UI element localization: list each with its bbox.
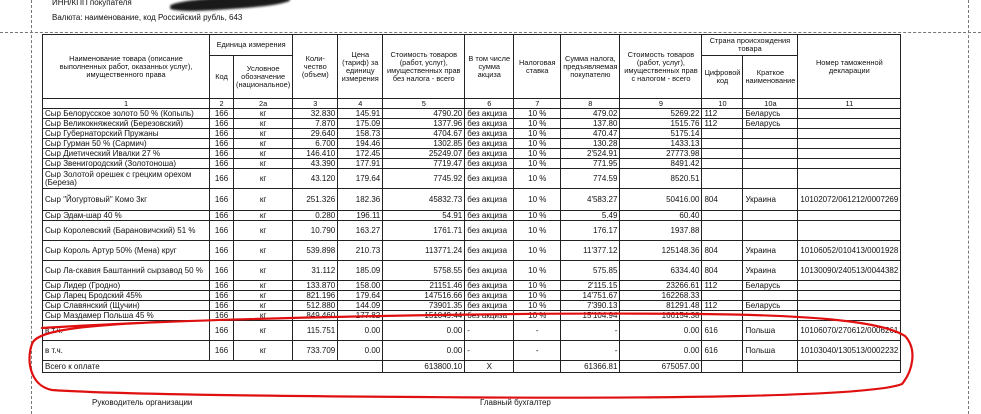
cell-name: Сыр Лидер (Гродно) — [43, 281, 210, 291]
cell-excise: без акциза — [465, 189, 514, 211]
cell-price: 185.09 — [338, 261, 383, 281]
cell-tax: 130.28 — [561, 139, 620, 149]
page-margin-top — [0, 32, 981, 33]
cell-tax: 14'751.67 — [561, 291, 620, 301]
col-header-country-name: Краткое наименование — [743, 56, 798, 99]
cell-total: 125148.36 — [620, 241, 702, 261]
cell-cost: 7745.92 — [383, 169, 465, 189]
cell-ccode — [702, 311, 743, 321]
cell-ccode: 804 — [702, 189, 743, 211]
cell-customs — [798, 109, 901, 119]
cell-qty: 733.709 — [293, 341, 338, 361]
footer-director: Руководитель организации — [92, 398, 193, 407]
cell-tax: - — [561, 341, 620, 361]
table-row — [43, 129, 901, 139]
cell-name: Сыр Король Артур 50% (Мена) круг — [43, 241, 210, 261]
cell-ccode: 616 — [702, 341, 743, 361]
cell-total: 166154.38 — [620, 311, 702, 321]
totals-row — [43, 361, 901, 373]
cell-total: 60.40 — [620, 211, 702, 221]
cell-ccode: 112 — [702, 281, 743, 291]
cell-total: 1433.13 — [620, 139, 702, 149]
cell-code: 166 — [210, 119, 234, 129]
cell-total: 8520.51 — [620, 169, 702, 189]
cell-cost: 1761.71 — [383, 221, 465, 241]
cell-customs — [798, 139, 901, 149]
cell-unit: кг — [234, 341, 293, 361]
table-row — [43, 169, 901, 189]
col-header-customs: Номер таможенной декларации — [798, 35, 901, 99]
cell-qty: 6.700 — [293, 139, 338, 149]
table-row — [43, 261, 901, 281]
cell-customs — [798, 159, 901, 169]
cell-code: 166 — [210, 169, 234, 189]
cell-price: 0.00 — [338, 321, 383, 341]
table-row — [43, 241, 901, 261]
cell-total: 8491.42 — [620, 159, 702, 169]
cell-cname — [743, 291, 798, 301]
cell-cost: 73901.35 — [383, 301, 465, 311]
cell-customs — [798, 169, 901, 189]
cell-qty: 0.280 — [293, 211, 338, 221]
cell-excise: без акциза — [465, 261, 514, 281]
cell-code: 166 — [210, 139, 234, 149]
column-number-row — [43, 99, 901, 109]
page-margin-right — [968, 0, 969, 414]
cell-name: Сыр Великокняжеский (Березовский) — [43, 119, 210, 129]
cell-cname: Беларусь — [743, 109, 798, 119]
col-header-price: Цена (тариф) за единицу измерения — [338, 35, 383, 99]
cell-qty: 29.640 — [293, 129, 338, 139]
cell-cname: Беларусь — [743, 301, 798, 311]
cell-qty: 133.870 — [293, 281, 338, 291]
cell-cname: Польша — [743, 341, 798, 361]
table-row — [43, 341, 901, 361]
cell-excise: без акциза — [465, 129, 514, 139]
cell-excise: без акциза — [465, 281, 514, 291]
cell-qty: 10.790 — [293, 221, 338, 241]
cell-qty: 821.196 — [293, 291, 338, 301]
cell-tax: 137.80 — [561, 119, 620, 129]
col-header-country: Страна происхождения товара — [702, 35, 798, 56]
cell-cname — [743, 221, 798, 241]
cell-price: 196.11 — [338, 211, 383, 221]
cell-excise: без акциза — [465, 109, 514, 119]
cell-qty: 31.112 — [293, 261, 338, 281]
cell-excise: без акциза — [465, 311, 514, 321]
table-row — [43, 291, 901, 301]
cell-unit: кг — [234, 169, 293, 189]
cell-price: 163.27 — [338, 221, 383, 241]
cell-cost: 45832.73 — [383, 189, 465, 211]
cell-cname: Украина — [743, 189, 798, 211]
cell-rate: 10 % — [514, 189, 561, 211]
cell-customs: 10106052/010413/0001928 — [798, 241, 901, 261]
cell-rate: 10 % — [514, 139, 561, 149]
table-row — [43, 139, 901, 149]
cell-name: Сыр Звенигородский (Золотоноша) — [43, 159, 210, 169]
cell-unit: кг — [234, 321, 293, 341]
cell-unit: кг — [234, 149, 293, 159]
cell-total: 81291.48 — [620, 301, 702, 311]
cell-tax: 479.02 — [561, 109, 620, 119]
cell-customs: 10102072/061212/0007269 — [798, 189, 901, 211]
cell-total: 50416.00 — [620, 189, 702, 211]
cell-rate: 10 % — [514, 159, 561, 169]
cell-code: 166 — [210, 211, 234, 221]
cell-rate: 10 % — [514, 119, 561, 129]
column-number: 10 — [702, 99, 743, 109]
cell-cname — [743, 159, 798, 169]
cell-cost: 113771.24 — [383, 241, 465, 261]
cell-cost: 4704.67 — [383, 129, 465, 139]
cell-total: 23266.61 — [620, 281, 702, 291]
cell-cost: 1377.96 — [383, 119, 465, 129]
cell-cname — [743, 149, 798, 159]
cell-cost: 0.00 — [383, 321, 465, 341]
table-row — [43, 189, 901, 211]
currency-line: Валюта: наименование, код Российский рубль, 643 — [52, 13, 243, 22]
cell-total: 27773.98 — [620, 149, 702, 159]
column-number: 8 — [561, 99, 620, 109]
cell-code: 166 — [210, 281, 234, 291]
cell-unit: кг — [234, 301, 293, 311]
col-header-rate: Налоговая ставка — [514, 35, 561, 99]
cell-rate: 10 % — [514, 281, 561, 291]
table-row — [43, 159, 901, 169]
cell-tax: 470.47 — [561, 129, 620, 139]
cell-cname: Беларусь — [743, 281, 798, 291]
cell-excise: без акциза — [465, 149, 514, 159]
column-number: 2а — [234, 99, 293, 109]
table-row — [43, 149, 901, 159]
cell-name: Сыр Маздамер Польша 45 % — [43, 311, 210, 321]
column-number: 5 — [383, 99, 465, 109]
cell-price: 182.36 — [338, 189, 383, 211]
cell-price: 144.09 — [338, 301, 383, 311]
cell-cost: 147516.66 — [383, 291, 465, 301]
table-row — [43, 119, 901, 129]
column-number: 9 — [620, 99, 702, 109]
cell-code: 166 — [210, 301, 234, 311]
cell-cname — [743, 311, 798, 321]
cell-name: Сыр Ларец Бродский 45% — [43, 291, 210, 301]
cell-qty: 43.390 — [293, 159, 338, 169]
cell-ccode: 616 — [702, 321, 743, 341]
cell-total: 162268.33 — [620, 291, 702, 301]
table-row — [43, 321, 901, 341]
cell-rate: 10 % — [514, 109, 561, 119]
cell-ccode — [702, 159, 743, 169]
cell-qty: 512.880 — [293, 301, 338, 311]
cell-rate: 10 % — [514, 169, 561, 189]
cell-name: Сыр Славянский (Щучин) — [43, 301, 210, 311]
cell-rate: 10 % — [514, 301, 561, 311]
cell-excise: без акциза — [465, 169, 514, 189]
cell-unit: кг — [234, 139, 293, 149]
cell-total: 1937.88 — [620, 221, 702, 241]
column-number: 6 — [465, 99, 514, 109]
cell-ccode: 804 — [702, 241, 743, 261]
table-row — [43, 211, 901, 221]
cell-tax: 11'377.12 — [561, 241, 620, 261]
buyer-inn-line: ИНН/КПП покупателя — [52, 0, 132, 7]
cell-price: 177.91 — [338, 159, 383, 169]
cell-rate: 10 % — [514, 149, 561, 159]
cell-rate: 10 % — [514, 211, 561, 221]
cell-name: в т.ч. — [43, 321, 210, 341]
cell-cost: 151049.44 — [383, 311, 465, 321]
cell-excise: без акциза — [465, 211, 514, 221]
column-number: 7 — [514, 99, 561, 109]
totals-label: Всего к оплате — [43, 361, 383, 373]
cell-cost: 0.00 — [383, 341, 465, 361]
cell-tax: 7'390.13 — [561, 301, 620, 311]
cell-tax: 575.85 — [561, 261, 620, 281]
cell-unit: кг — [234, 241, 293, 261]
invoice-table — [42, 34, 901, 373]
col-header-unit-symbol: Условное обозначение (национальное) — [234, 56, 293, 99]
totals-cost: 613800.10 — [383, 361, 465, 373]
cell-excise: без акциза — [465, 159, 514, 169]
cell-name: Сыр "Йогуртовый" Комо 3кг — [43, 189, 210, 211]
cell-rate: 10 % — [514, 291, 561, 301]
cell-code: 166 — [210, 189, 234, 211]
cell-name: Сыр Золотой орешек с грецким орехом (Береза) — [43, 169, 210, 189]
cell-cname — [743, 139, 798, 149]
cell-ccode — [702, 291, 743, 301]
cell-total: 0.00 — [620, 341, 702, 361]
cell-price: 177.82 — [338, 311, 383, 321]
col-header-unit: Единица измерения — [210, 35, 293, 56]
cell-excise: без акциза — [465, 139, 514, 149]
cell-unit: кг — [234, 119, 293, 129]
cell-code: 166 — [210, 291, 234, 301]
cell-cname: Польша — [743, 321, 798, 341]
cell-unit: кг — [234, 159, 293, 169]
cell-ccode — [702, 139, 743, 149]
cell-cost: 25249.07 — [383, 149, 465, 159]
cell-unit: кг — [234, 291, 293, 301]
cell-unit: кг — [234, 281, 293, 291]
cell-total: 6334.40 — [620, 261, 702, 281]
cell-cname: Беларусь — [743, 119, 798, 129]
cell-total: 0.00 — [620, 321, 702, 341]
cell-customs: 10106070/270612/0006261 — [798, 321, 901, 341]
cell-qty: 32.830 — [293, 109, 338, 119]
cell-unit: кг — [234, 311, 293, 321]
cell-qty: 849.460 — [293, 311, 338, 321]
cell-unit: кг — [234, 261, 293, 281]
cell-price: 0.00 — [338, 341, 383, 361]
cell-cname — [743, 169, 798, 189]
cell-customs — [798, 311, 901, 321]
cell-customs — [798, 221, 901, 241]
cell-rate: 10 % — [514, 311, 561, 321]
cell-code: 166 — [210, 129, 234, 139]
cell-unit: кг — [234, 189, 293, 211]
cell-customs — [798, 211, 901, 221]
cell-price: 210.73 — [338, 241, 383, 261]
redaction-smudge — [170, 0, 291, 13]
cell-price: 175.09 — [338, 119, 383, 129]
column-number: 10а — [743, 99, 798, 109]
cell-customs — [798, 129, 901, 139]
cell-code: 166 — [210, 159, 234, 169]
col-header-tax: Сумма налога, предъявляемая покупателю — [561, 35, 620, 99]
cell-name: Сыр Эдам-шар 40 % — [43, 211, 210, 221]
cell-unit: кг — [234, 221, 293, 241]
col-header-total: Стоимость товаров (работ, услуг), имущественных прав с налогом - всего — [620, 35, 702, 99]
page-margin-left — [31, 0, 32, 414]
col-header-cost: Стоимость товаров (работ, услуг), имущественных прав без налога - всего — [383, 35, 465, 99]
cell-cname: Украина — [743, 261, 798, 281]
column-number: 1 — [43, 99, 210, 109]
cell-cname: Украина — [743, 241, 798, 261]
cell-name: Сыр Белорусское золото 50 % (Копыль) — [43, 109, 210, 119]
cell-cost: 54.91 — [383, 211, 465, 221]
cell-excise: - — [465, 341, 514, 361]
totals-excise: X — [465, 361, 514, 373]
cell-customs — [798, 281, 901, 291]
cell-tax: 2'115.15 — [561, 281, 620, 291]
cell-price: 179.64 — [338, 169, 383, 189]
cell-tax: 176.17 — [561, 221, 620, 241]
cell-total: 5269.22 — [620, 109, 702, 119]
column-number: 4 — [338, 99, 383, 109]
footer-accountant: Главный бухгалтер — [480, 398, 551, 407]
cell-code: 166 — [210, 321, 234, 341]
cell-customs — [798, 301, 901, 311]
cell-customs — [798, 149, 901, 159]
cell-cost: 1302.85 — [383, 139, 465, 149]
col-header-name: Наименование товара (описание выполненных работ, оказанных услуг), имущественного права — [43, 35, 210, 99]
cell-price: 158.00 — [338, 281, 383, 291]
cell-code: 166 — [210, 109, 234, 119]
cell-rate: 10 % — [514, 129, 561, 139]
cell-customs — [798, 291, 901, 301]
cell-excise: - — [465, 321, 514, 341]
cell-name: Сыр Губернаторский Пружаны — [43, 129, 210, 139]
table-row — [43, 281, 901, 291]
table-row — [43, 311, 901, 321]
cell-code: 166 — [210, 221, 234, 241]
cell-cname — [743, 129, 798, 139]
cell-qty: 251.326 — [293, 189, 338, 211]
cell-rate: 10 % — [514, 241, 561, 261]
cell-rate: - — [514, 341, 561, 361]
cell-price: 158.73 — [338, 129, 383, 139]
column-number: 11 — [798, 99, 901, 109]
cell-qty: 43.120 — [293, 169, 338, 189]
cell-cost: 4790.20 — [383, 109, 465, 119]
cell-unit: кг — [234, 129, 293, 139]
cell-price: 145.91 — [338, 109, 383, 119]
cell-tax: 774.59 — [561, 169, 620, 189]
cell-ccode: 112 — [702, 109, 743, 119]
cell-excise: без акциза — [465, 221, 514, 241]
cell-tax: 2'524.91 — [561, 149, 620, 159]
cell-code: 166 — [210, 311, 234, 321]
cell-ccode — [702, 129, 743, 139]
cell-tax: - — [561, 321, 620, 341]
cell-rate: - — [514, 321, 561, 341]
cell-qty: 115.751 — [293, 321, 338, 341]
cell-qty: 539.898 — [293, 241, 338, 261]
cell-ccode: 112 — [702, 119, 743, 129]
cell-unit: кг — [234, 211, 293, 221]
cell-total: 1515.76 — [620, 119, 702, 129]
table-row — [43, 301, 901, 311]
cell-price: 194.46 — [338, 139, 383, 149]
cell-excise: без акциза — [465, 301, 514, 311]
column-number: 2 — [210, 99, 234, 109]
totals-tax: 61366.81 — [561, 361, 620, 373]
column-number: 3 — [293, 99, 338, 109]
col-header-qty: Коли-чество (объем) — [293, 35, 338, 99]
cell-customs — [798, 119, 901, 129]
cell-qty: 146.410 — [293, 149, 338, 159]
cell-name: Сыр Королевский (Барановичский) 51 % — [43, 221, 210, 241]
cell-cost: 21151.46 — [383, 281, 465, 291]
cell-name: Сыр Гурман 50 % (Сармич) — [43, 139, 210, 149]
cell-tax: 15'104.94 — [561, 311, 620, 321]
cell-excise: без акциза — [465, 241, 514, 261]
cell-name: Сыр Диетический Ивалки 27 % — [43, 149, 210, 159]
col-header-excise: В том числе сумма акциза — [465, 35, 514, 99]
cell-cost: 5758.55 — [383, 261, 465, 281]
cell-rate: 10 % — [514, 221, 561, 241]
cell-code: 166 — [210, 149, 234, 159]
cell-rate: 10 % — [514, 261, 561, 281]
cell-tax: 771.95 — [561, 159, 620, 169]
cell-total: 5175.14 — [620, 129, 702, 139]
cell-price: 179.64 — [338, 291, 383, 301]
cell-ccode — [702, 169, 743, 189]
cell-ccode — [702, 211, 743, 221]
cell-unit: кг — [234, 109, 293, 119]
cell-name: в т.ч. — [43, 341, 210, 361]
cell-name: Сыр Ла-скавия Баштанний сырзавод 50 % — [43, 261, 210, 281]
cell-excise: без акциза — [465, 291, 514, 301]
cell-ccode: 804 — [702, 261, 743, 281]
table-row — [43, 109, 901, 119]
cell-ccode — [702, 221, 743, 241]
cell-excise: без акциза — [465, 119, 514, 129]
cell-price: 172.45 — [338, 149, 383, 159]
cell-code: 166 — [210, 261, 234, 281]
cell-cost: 7719.47 — [383, 159, 465, 169]
col-header-unit-code: Код — [210, 56, 234, 99]
cell-customs: 10130090/240513/0044382 — [798, 261, 901, 281]
cell-customs: 10103040/130513/0002232 — [798, 341, 901, 361]
cell-cname — [743, 211, 798, 221]
table-row — [43, 221, 901, 241]
cell-ccode — [702, 149, 743, 159]
cell-qty: 7.870 — [293, 119, 338, 129]
cell-ccode: 112 — [702, 301, 743, 311]
totals-total: 675057.00 — [620, 361, 702, 373]
invoice-rows — [43, 109, 901, 361]
col-header-country-code: Цифровой код — [702, 56, 743, 99]
cell-tax: 5.49 — [561, 211, 620, 221]
cell-tax: 4'583.27 — [561, 189, 620, 211]
cell-code: 166 — [210, 241, 234, 261]
cell-code: 166 — [210, 341, 234, 361]
